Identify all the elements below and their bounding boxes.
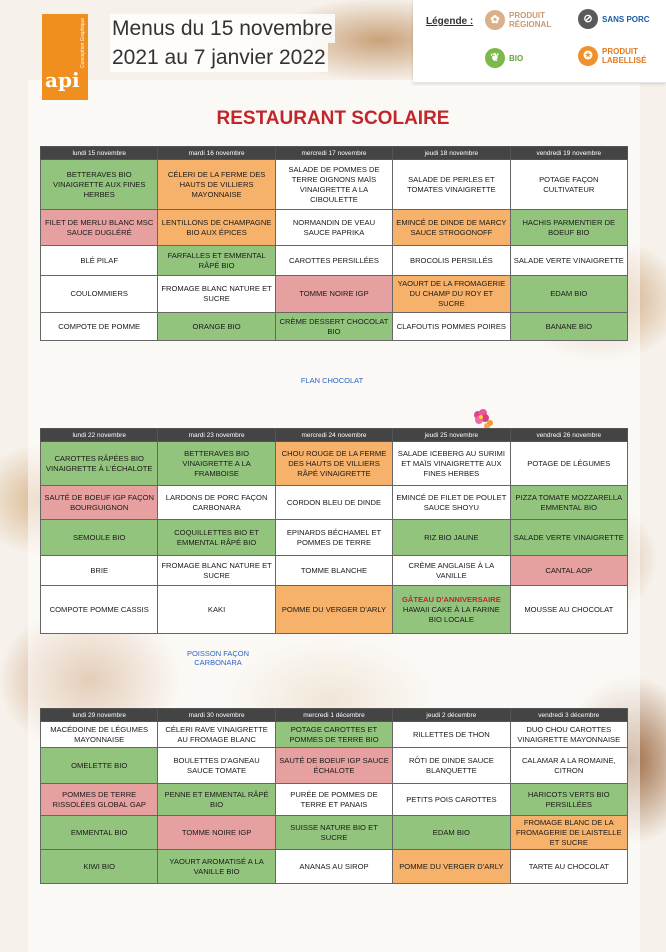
day-header: lundi 29 novembre — [41, 709, 158, 722]
menu-cell — [393, 160, 510, 210]
menu-cell — [41, 210, 158, 246]
api-logo — [42, 14, 88, 100]
dish-name: BETTERAVES BIO VINAIGRETTE A LA FRAMBOISE — [182, 448, 251, 478]
menu-row — [41, 816, 628, 850]
menu-cell — [393, 556, 510, 586]
menu-cell — [275, 816, 392, 850]
dish-name: TOMME BLANCHE — [300, 565, 368, 575]
bio-leaf-icon: ❦ — [485, 48, 505, 68]
menu-cell — [393, 486, 510, 520]
dish-name: POTAGE DE LÉGUMES — [527, 458, 611, 468]
regional-product-icon: ✿ — [485, 10, 505, 30]
dish-name: TARTE AU CHOCOLAT — [528, 861, 609, 871]
legend-regional — [485, 10, 564, 30]
dish-name: CÉLERI RAVE VINAIGRETTE AU FROMAGE BLANC — [165, 724, 268, 744]
dish-name: POTAGE FAÇON CULTIVATEUR — [539, 174, 599, 194]
day-header: lundi 15 novembre — [41, 147, 158, 160]
menu-cell — [393, 748, 510, 784]
menu-cell — [158, 442, 275, 486]
dish-name: CAROTTES RÂPÉES BIO VINAIGRETTE À L'ÉCHALOTE — [45, 453, 153, 473]
menu-cell — [393, 722, 510, 748]
menu-row — [41, 160, 628, 210]
dish-name: COULOMMIERS — [70, 289, 128, 298]
menu-row — [41, 556, 628, 586]
dish-name: POMME DU VERGER D'ARLY — [399, 861, 504, 871]
menu-cell — [393, 850, 510, 884]
dish-name: BOULETTES D'AGNEAU SAUCE TOMATE — [173, 755, 260, 775]
menu-cell — [510, 313, 627, 341]
menu-cell — [510, 816, 627, 850]
flower-icon — [470, 408, 494, 430]
menu-cell — [393, 246, 510, 276]
legend-bio — [485, 48, 523, 68]
menu-row — [41, 748, 628, 784]
menu-cell — [158, 313, 275, 341]
menu-cell — [158, 850, 275, 884]
menu-cell — [158, 816, 275, 850]
dish-name: SAUTÉ DE BOEUF IGP SAUCE ÉCHALOTE — [279, 755, 389, 775]
menu-cell — [275, 556, 392, 586]
dish-name: BRIE — [90, 565, 109, 575]
menu-row — [41, 210, 628, 246]
dish-name: HACHIS PARMENTIER DE BOEUF BIO — [522, 217, 616, 237]
dish-name: PENNE ET EMMENTAL RÂPÉ BIO — [164, 789, 269, 809]
dish-name: SUISSE NATURE BIO ET SUCRE — [290, 822, 378, 842]
day-header: mercredi 17 novembre — [275, 147, 392, 160]
legend-sans-porc — [578, 9, 650, 29]
dish-name: COQUILLETTES BIO ET EMMENTAL RÂPÉ BIO — [174, 527, 259, 547]
dish-name: SALADE ICEBERG AU SURIMI ET MAÏS VINAIGRETTE AUX FINES HERBES — [397, 448, 505, 478]
dish-name: LENTILLONS DE CHAMPAGNE BIO AUX ÉPICES — [161, 217, 272, 237]
dish-name: SALADE VERTE VINAIGRETTE — [513, 255, 624, 265]
menu-cell — [275, 246, 392, 276]
menu-cell — [158, 210, 275, 246]
dish-name: CANTAL AOP — [545, 565, 593, 575]
menu-cell — [510, 556, 627, 586]
menu-cell — [41, 160, 158, 210]
dish-name: CÉLERI DE LA FERME DES HAUTS DE VILLIERS MAYONNAISE — [167, 169, 266, 199]
dish-name: SALADE VERTE VINAIGRETTE — [513, 532, 624, 542]
dish-name: FROMAGE BLANC NATURE ET SUCRE — [161, 560, 272, 580]
menu-cell — [510, 722, 627, 748]
menu-cell — [510, 210, 627, 246]
day-header: mercredi 24 novembre — [275, 429, 392, 442]
dish-name: CLAFOUTIS POMMES POIRES — [396, 321, 507, 331]
dish-name: EMMENTAL BIO — [70, 827, 128, 837]
menu-cell — [41, 722, 158, 748]
dish-name: DUO CHOU CAROTTES VINAIGRETTE MAYONNAISE — [517, 724, 621, 744]
menu-cell — [41, 556, 158, 586]
menu-cell — [275, 210, 392, 246]
restaurant-heading: RESTAURANT SCOLAIRE — [216, 108, 450, 129]
dish-name: LARDONS DE PORC FAÇON CARBONARA — [165, 492, 268, 512]
dish-name: CALAMAR A LA ROMAINE, CITRON — [521, 755, 616, 775]
dish-name: HARICOTS VERTS BIO PERSILLÉES — [527, 789, 610, 809]
menu-cell — [393, 784, 510, 816]
day-header: vendredi 19 novembre — [510, 147, 627, 160]
menu-cell — [275, 586, 392, 634]
dish-name: SALADE DE POMMES DE TERRE OIGNONS MAÏS VINAIGRETTE A LA CIBOULETTE — [288, 164, 380, 204]
menu-cell — [41, 586, 158, 634]
dish-name: EDAM BIO — [432, 827, 470, 837]
dish-name: FROMAGE BLANC DE LA FROMAGERIE DE LAISTELLE ET SUCRE — [516, 817, 622, 847]
legend-labellise-label: PRODUIT LABELLISÉ — [602, 47, 647, 65]
menu-row — [41, 850, 628, 884]
day-header: vendredi 26 novembre — [510, 429, 627, 442]
no-pork-icon: ⊘ — [578, 9, 598, 29]
week-header-row — [41, 429, 628, 442]
menu-cell — [41, 784, 158, 816]
dish-name: COMPOTE POMME CASSIS — [49, 604, 149, 614]
menu-cell — [158, 556, 275, 586]
menu-cell — [41, 520, 158, 556]
menu-cell — [41, 748, 158, 784]
dish-name: POTAGE CAROTTES ET POMMES DE TERRE BIO — [289, 724, 379, 744]
dish-name: PIZZA TOMATE MOZZARELLA EMMENTAL BIO — [515, 492, 623, 512]
dish-name: MOUSSE AU CHOCOLAT — [524, 604, 614, 614]
menu-cell — [510, 850, 627, 884]
legend-label: Légende : — [426, 16, 474, 27]
week-table-2 — [40, 428, 628, 634]
dish-name: RILLETTES DE THON — [413, 729, 490, 739]
week-header-row — [41, 147, 628, 160]
menu-cell — [41, 442, 158, 486]
week-note-1: FLAN CHOCOLAT — [300, 376, 364, 385]
menu-cell — [393, 442, 510, 486]
menu-cell — [510, 784, 627, 816]
day-header: mardi 16 novembre — [158, 147, 275, 160]
dish-name: BLÉ PILAF — [80, 255, 118, 265]
menu-cell — [510, 486, 627, 520]
dish-name: FILET DE MERLU BLANC MSC SAUCE DUGLÉRÉ — [45, 217, 154, 237]
menu-cell — [275, 748, 392, 784]
dish-name: TOMME NOIRE IGP — [181, 827, 252, 837]
week-table-3 — [40, 708, 628, 884]
menu-cell — [41, 276, 158, 313]
week-table-1 — [40, 146, 628, 341]
menu-cell — [158, 586, 275, 634]
dish-name: KIWI BIO — [83, 861, 116, 871]
menu-cell — [510, 586, 627, 634]
dish-name: POMMES DE TERRE RISSOLÉES GLOBAL GAP — [52, 789, 146, 809]
day-header: jeudi 18 novembre — [393, 147, 510, 160]
dish-name: CORDON BLEU DE DINDE — [286, 497, 382, 507]
menu-cell — [510, 276, 627, 313]
dish-name: FARFALLES ET EMMENTAL RÂPÉ BIO — [167, 250, 266, 270]
dish-name: EPINARDS BÉCHAMEL ET POMMES DE TERRE — [286, 527, 382, 547]
dish-name: CRÈME DESSERT CHOCOLAT BIO — [279, 316, 389, 336]
dish-name: KAKI — [207, 604, 226, 614]
logo-side-text: Conception Graphique — [80, 18, 86, 69]
logo-text: api — [45, 68, 80, 92]
page-title — [110, 14, 392, 72]
week-note-2: POISSON FAÇON CARBONARA — [186, 649, 250, 667]
menu-cell — [158, 520, 275, 556]
menu-cell — [41, 246, 158, 276]
dish-name: MACÉDOINE DE LÉGUMES MAYONNAISE — [50, 724, 149, 744]
menu-cell — [275, 442, 392, 486]
week-header-row — [41, 709, 628, 722]
menu-row — [41, 276, 628, 313]
dish-name: NORMANDIN DE VEAU SAUCE PAPRIKA — [292, 217, 376, 237]
legend-regional-label: PRODUIT RÉGIONAL — [509, 11, 552, 29]
menu-row — [41, 442, 628, 486]
menu-cell — [41, 313, 158, 341]
menu-cell — [393, 210, 510, 246]
day-header: mardi 23 novembre — [158, 429, 275, 442]
dish-name: ANANAS AU SIROP — [299, 861, 369, 871]
dish-name: SALADE DE PERLES ET TOMATES VINAIGRETTE — [406, 174, 496, 194]
day-header: mardi 30 novembre — [158, 709, 275, 722]
dish-name: CRÈME ANGLAISE À LA VANILLE — [408, 560, 495, 580]
menu-row — [41, 313, 628, 341]
menu-cell — [41, 486, 158, 520]
dish-name: OMELETTE BIO — [71, 760, 128, 770]
dish-name: PURÉE DE POMMES DE TERRE ET PANAIS — [290, 789, 378, 809]
dish-name: SEMOULE BIO — [73, 532, 126, 542]
menu-cell — [275, 784, 392, 816]
dish-name: POMME DU VERGER D'ARLY — [281, 604, 387, 614]
menu-cell — [275, 520, 392, 556]
menu-cell — [158, 722, 275, 748]
title-line-2: 2021 au 7 janvier 2022 — [110, 43, 328, 72]
dish-name: TOMME NOIRE IGP — [299, 289, 369, 298]
menu-cell — [275, 486, 392, 520]
menu-cell — [510, 160, 627, 210]
dish-name: FROMAGE BLANC NATURE ET SUCRE — [161, 284, 272, 303]
menu-cell — [510, 520, 627, 556]
menu-cell — [275, 160, 392, 210]
menu-cell — [510, 748, 627, 784]
dish-name: YAOURT DE LA FROMAGERIE DU CHAMP DU ROY ET SUCRE — [397, 279, 506, 308]
legend-box — [413, 0, 666, 83]
menu-cell — [275, 313, 392, 341]
dish-name: COMPOTE DE POMME — [58, 321, 141, 331]
legend-sans-porc-label: SANS PORC — [602, 14, 650, 24]
menu-cell — [41, 816, 158, 850]
dish-name: BANANE BIO — [545, 321, 592, 331]
day-header: mercredi 1 décembre — [275, 709, 392, 722]
menu-row — [41, 486, 628, 520]
menu-cell — [510, 246, 627, 276]
dish-name: SAUTÉ DE BOEUF IGP FAÇON BOURGUIGNON — [44, 492, 154, 512]
menu-cell — [158, 276, 275, 313]
day-header: lundi 22 novembre — [41, 429, 158, 442]
menu-cell — [158, 784, 275, 816]
menu-cell — [158, 160, 275, 210]
menu-cell — [510, 442, 627, 486]
dish-name: RIZ BIO JAUNE — [424, 532, 479, 542]
menu-cell — [275, 850, 392, 884]
dish-name: BROCOLIS PERSILLÉS — [410, 255, 493, 265]
menu-cell — [158, 748, 275, 784]
dish-name: YAOURT AROMATISÉ A LA VANILLE BIO — [169, 856, 264, 876]
dish-name: EMINCÉ DE FILET DE POULET SAUCE SHOYU — [396, 492, 507, 512]
menu-cell — [393, 313, 510, 341]
day-header: vendredi 3 décembre — [510, 709, 627, 722]
menu-cell — [158, 246, 275, 276]
menu-cell — [41, 850, 158, 884]
birthday-cake-label: GÂTEAU D'ANNIVERSAIRE — [401, 594, 501, 604]
dish-name: CHOU ROUGE DE LA FERME DES HAUTS DE VILLIERS RÂPÉ VINAIGRETTE — [281, 448, 387, 478]
dish-name: EMINCÉ DE DINDE DE MARCY SAUCE STROGONOFF — [396, 217, 507, 237]
legend-labellise — [578, 46, 652, 66]
menu-cell — [393, 276, 510, 313]
title-line-1: Menus du 15 novembre — [110, 14, 335, 43]
menu-row — [41, 784, 628, 816]
dish-name: ORANGE BIO — [192, 321, 241, 331]
menu-row — [41, 520, 628, 556]
day-header: jeudi 25 novembre — [393, 429, 510, 442]
menu-cell — [393, 586, 510, 634]
label-medal-icon: ✪ — [578, 46, 598, 66]
dish-name: HAWAII CAKE À LA FARINE BIO LOCALE — [402, 604, 500, 624]
menu-cell — [158, 486, 275, 520]
menu-cell — [393, 816, 510, 850]
menu-row — [41, 586, 628, 634]
dish-name: EDAM BIO — [550, 289, 588, 298]
day-header: jeudi 2 décembre — [393, 709, 510, 722]
menu-row — [41, 246, 628, 276]
dish-name: CAROTTES PERSILLÉES — [289, 255, 379, 265]
menu-cell — [275, 722, 392, 748]
dish-name: PETITS POIS CAROTTES — [406, 794, 497, 804]
dish-name: RÔTI DE DINDE SAUCE BLANQUETTE — [408, 755, 494, 775]
legend-bio-label: BIO — [509, 53, 524, 63]
menu-cell — [275, 276, 392, 313]
menu-cell — [393, 520, 510, 556]
menu-row — [41, 722, 628, 748]
dish-name: BETTERAVES BIO VINAIGRETTE AUX FINES HERBES — [52, 169, 146, 199]
